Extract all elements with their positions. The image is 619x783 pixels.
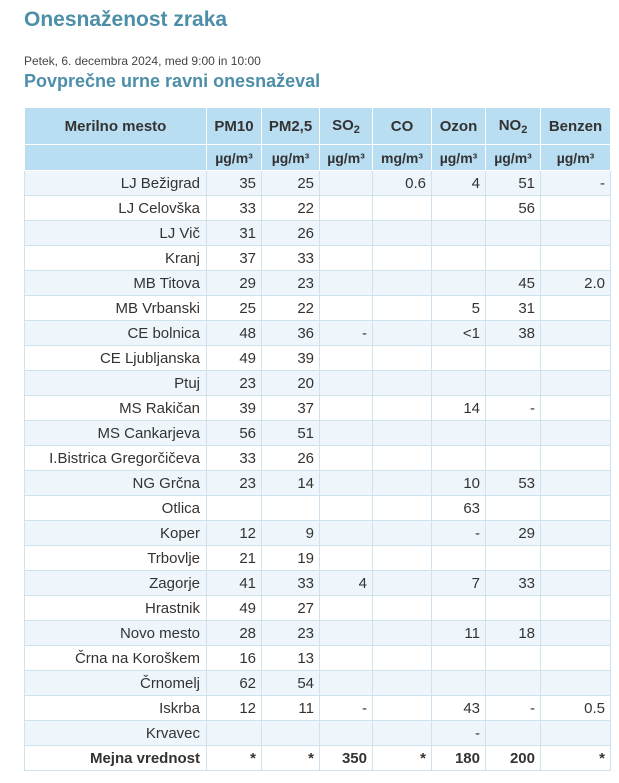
unit-header: µg/m³ [541,145,611,171]
pollution-table [24,107,611,771]
unit-header: µg/m³ [262,145,320,171]
station-name: Zagorje [25,571,207,596]
measurement-cell [373,571,432,596]
measurement-cell: 22 [262,296,320,321]
measurement-cell [541,371,611,396]
measurement-cell [432,371,486,396]
unit-header [25,145,207,171]
measurement-cell: 56 [486,196,541,221]
measurement-cell [541,721,611,746]
header-row [25,108,611,145]
measurement-cell [432,196,486,221]
measurement-cell: - [432,521,486,546]
measurement-cell [320,621,373,646]
measurement-cell: 53 [486,471,541,496]
measurement-cell: 16 [207,646,262,671]
measurement-cell [432,646,486,671]
table-row [25,446,611,471]
measurement-cell: 54 [262,671,320,696]
limit-value: * [207,746,262,771]
column-header [207,108,262,145]
column-header-label: PM10 [214,117,254,135]
table-row [25,646,611,671]
table-row [25,546,611,571]
station-name: LJ Bežigrad [25,171,207,196]
measurement-cell [373,496,432,521]
measurement-cell [373,421,432,446]
measurement-cell: 14 [262,471,320,496]
measurement-cell: 11 [262,696,320,721]
measurement-cell: 25 [207,296,262,321]
measurement-cell [262,721,320,746]
station-name: MS Rakičan [25,396,207,421]
measurement-cell: 45 [486,271,541,296]
measurement-cell [373,296,432,321]
station-name: Iskrba [25,696,207,721]
measurement-cell [541,346,611,371]
column-header-label: PM2,5 [268,117,313,135]
measurement-cell: 51 [262,421,320,446]
measurement-cell [486,646,541,671]
measurement-cell: 12 [207,521,262,546]
unit-header: µg/m³ [486,145,541,171]
measurement-cell [373,546,432,571]
column-header [320,108,373,145]
station-name: LJ Vič [25,221,207,246]
column-header-label: CO [390,117,414,135]
measurement-cell: - [320,321,373,346]
measurement-cell: 0.6 [373,171,432,196]
limit-value: 180 [432,746,486,771]
measurement-cell: 4 [320,571,373,596]
measurement-cell [373,446,432,471]
measurement-cell: 36 [262,321,320,346]
column-header [486,108,541,145]
table-row [25,371,611,396]
measurement-cell [541,246,611,271]
measurement-cell [432,421,486,446]
unit-header: mg/m³ [373,145,432,171]
measurement-cell: 18 [486,621,541,646]
measurement-cell: 41 [207,571,262,596]
unit-header: µg/m³ [432,145,486,171]
measurement-cell [320,671,373,696]
measurement-cell: 23 [207,371,262,396]
limit-value: * [262,746,320,771]
table-row [25,621,611,646]
measurement-cell [320,446,373,471]
measurement-cell [373,521,432,546]
measurement-cell [262,496,320,521]
measurement-cell: 29 [207,271,262,296]
measurement-cell: <1 [432,321,486,346]
measurement-cell: 23 [262,271,320,296]
measurement-cell: 12 [207,696,262,721]
measurement-cell: 28 [207,621,262,646]
station-name: Krvavec [25,721,207,746]
measurement-cell [373,221,432,246]
measurement-cell [432,671,486,696]
measurement-cell: 26 [262,221,320,246]
measurement-cell [320,596,373,621]
measurement-cell: 2.0 [541,271,611,296]
table-row [25,396,611,421]
measurement-cell [373,371,432,396]
measurement-cell [373,621,432,646]
measurement-cell: 38 [486,321,541,346]
measurement-cell: 19 [262,546,320,571]
measurement-cell: 33 [207,196,262,221]
measurement-cell: 23 [207,471,262,496]
measurement-cell [373,646,432,671]
table-row [25,196,611,221]
measurement-cell: 62 [207,671,262,696]
measurement-cell [432,596,486,621]
date-line: Petek, 6. decembra 2024, med 9:00 in 10:00 [24,54,261,68]
station-name: Novo mesto [25,621,207,646]
measurement-cell [320,221,373,246]
measurement-cell [541,521,611,546]
measurement-cell [320,371,373,396]
station-name: I.Bistrica Gregorčičeva [25,446,207,471]
station-name: MB Vrbanski [25,296,207,321]
table-row [25,271,611,296]
table-row [25,671,611,696]
measurement-cell: 35 [207,171,262,196]
table-row [25,171,611,196]
measurement-cell [320,196,373,221]
measurement-cell [486,496,541,521]
table-row [25,321,611,346]
measurement-cell: 13 [262,646,320,671]
measurement-cell [541,496,611,521]
measurement-cell: 25 [262,171,320,196]
station-name: Otlica [25,496,207,521]
table-row [25,221,611,246]
measurement-cell [541,621,611,646]
station-name: Ptuj [25,371,207,396]
table-row [25,346,611,371]
table-row [25,721,611,746]
table-row [25,421,611,446]
measurement-cell [373,721,432,746]
measurement-cell [432,246,486,271]
station-name: Hrastnik [25,596,207,621]
measurement-cell [320,271,373,296]
measurement-cell [373,246,432,271]
measurement-cell: 33 [486,571,541,596]
table-row [25,696,611,721]
table-row [25,471,611,496]
measurement-cell [432,271,486,296]
column-header-label: SO [332,116,354,134]
station-name: Črna na Koroškem [25,646,207,671]
limit-value: * [373,746,432,771]
measurement-cell [320,546,373,571]
measurement-cell [541,321,611,346]
measurement-cell [541,471,611,496]
table-row [25,596,611,621]
measurement-cell: 31 [207,221,262,246]
table-row [25,246,611,271]
limit-value: 200 [486,746,541,771]
station-name: MS Cankarjeva [25,421,207,446]
measurement-cell [432,546,486,571]
measurement-cell [541,396,611,421]
measurement-cell: 37 [262,396,320,421]
measurement-cell: 14 [432,396,486,421]
measurement-cell [373,346,432,371]
measurement-cell [541,421,611,446]
measurement-cell [486,221,541,246]
measurement-cell [541,196,611,221]
column-header [373,108,432,145]
units-row [25,145,611,171]
station-name: LJ Celovška [25,196,207,221]
page-title: Onesnaženost zraka [24,8,228,31]
column-header-label: NO [498,116,522,134]
measurement-cell [207,721,262,746]
measurement-cell [541,646,611,671]
measurement-cell [486,721,541,746]
measurement-cell [486,671,541,696]
measurement-cell [373,196,432,221]
measurement-cell [541,446,611,471]
table-row [25,521,611,546]
measurement-cell: 33 [262,246,320,271]
measurement-cell [320,296,373,321]
measurement-cell: 20 [262,371,320,396]
measurement-cell [320,421,373,446]
measurement-cell: 51 [486,171,541,196]
measurement-cell [541,671,611,696]
measurement-cell [373,396,432,421]
measurement-cell [320,521,373,546]
column-header [541,108,611,145]
station-name: NG Grčna [25,471,207,496]
station-name: Koper [25,521,207,546]
measurement-cell [320,246,373,271]
measurement-cell [320,471,373,496]
column-header-label: Benzen [548,117,603,135]
measurement-cell [320,171,373,196]
measurement-cell [541,296,611,321]
measurement-cell [320,721,373,746]
measurement-cell: 26 [262,446,320,471]
measurement-cell [541,596,611,621]
station-name: CE bolnica [25,321,207,346]
measurement-cell: - [486,396,541,421]
limit-label: Mejna vrednost [25,746,207,771]
measurement-cell: 43 [432,696,486,721]
measurement-cell: 23 [262,621,320,646]
measurement-cell: 39 [262,346,320,371]
measurement-cell [432,221,486,246]
measurement-cell: 49 [207,596,262,621]
measurement-cell [373,321,432,346]
column-header-subscript: 2 [353,123,360,136]
limit-value: * [541,746,611,771]
column-header [262,108,320,145]
measurement-cell: 22 [262,196,320,221]
measurement-cell: 7 [432,571,486,596]
column-header [25,108,207,145]
table-row [25,296,611,321]
measurement-cell [373,696,432,721]
station-name: CE Ljubljanska [25,346,207,371]
measurement-cell: 33 [262,571,320,596]
measurement-cell: 33 [207,446,262,471]
measurement-cell [320,646,373,671]
limit-row [25,746,611,771]
station-name: Kranj [25,246,207,271]
measurement-cell: - [541,171,611,196]
measurement-cell: 29 [486,521,541,546]
station-name: Črnomelj [25,671,207,696]
measurement-cell: - [432,721,486,746]
table-row [25,571,611,596]
measurement-cell [486,346,541,371]
measurement-cell [320,396,373,421]
measurement-cell: 0.5 [541,696,611,721]
limit-value: 350 [320,746,373,771]
measurement-cell [486,246,541,271]
measurement-cell: 39 [207,396,262,421]
measurement-cell: 10 [432,471,486,496]
measurement-cell [373,271,432,296]
measurement-cell: 48 [207,321,262,346]
measurement-cell [320,346,373,371]
measurement-cell [432,346,486,371]
column-header [432,108,486,145]
table-body [25,171,611,771]
measurement-cell [320,496,373,521]
measurement-cell: 9 [262,521,320,546]
measurement-cell: 37 [207,246,262,271]
measurement-cell [373,671,432,696]
column-header-label: Merilno mesto [64,117,167,135]
measurement-cell: 49 [207,346,262,371]
measurement-cell: 5 [432,296,486,321]
measurement-cell: 11 [432,621,486,646]
measurement-cell: - [486,696,541,721]
measurement-cell [373,596,432,621]
column-header-subscript: 2 [521,123,528,136]
measurement-cell [486,596,541,621]
measurement-cell: 21 [207,546,262,571]
measurement-cell [486,446,541,471]
measurement-cell: 56 [207,421,262,446]
measurement-cell [207,496,262,521]
measurement-cell [541,546,611,571]
unit-header: µg/m³ [320,145,373,171]
table-title: Povprečne urne ravni onesnaževal [24,71,321,91]
measurement-cell [373,471,432,496]
station-name: Trbovlje [25,546,207,571]
measurement-cell: 27 [262,596,320,621]
measurement-cell: 31 [486,296,541,321]
measurement-cell [486,421,541,446]
measurement-cell [432,446,486,471]
measurement-cell: - [320,696,373,721]
measurement-cell [486,546,541,571]
column-header-label: Ozon [439,117,478,135]
measurement-cell [486,371,541,396]
station-name: MB Titova [25,271,207,296]
measurement-cell [541,221,611,246]
measurement-cell: 4 [432,171,486,196]
measurement-cell: 63 [432,496,486,521]
measurement-cell [541,571,611,596]
table-row [25,496,611,521]
unit-header: µg/m³ [207,145,262,171]
